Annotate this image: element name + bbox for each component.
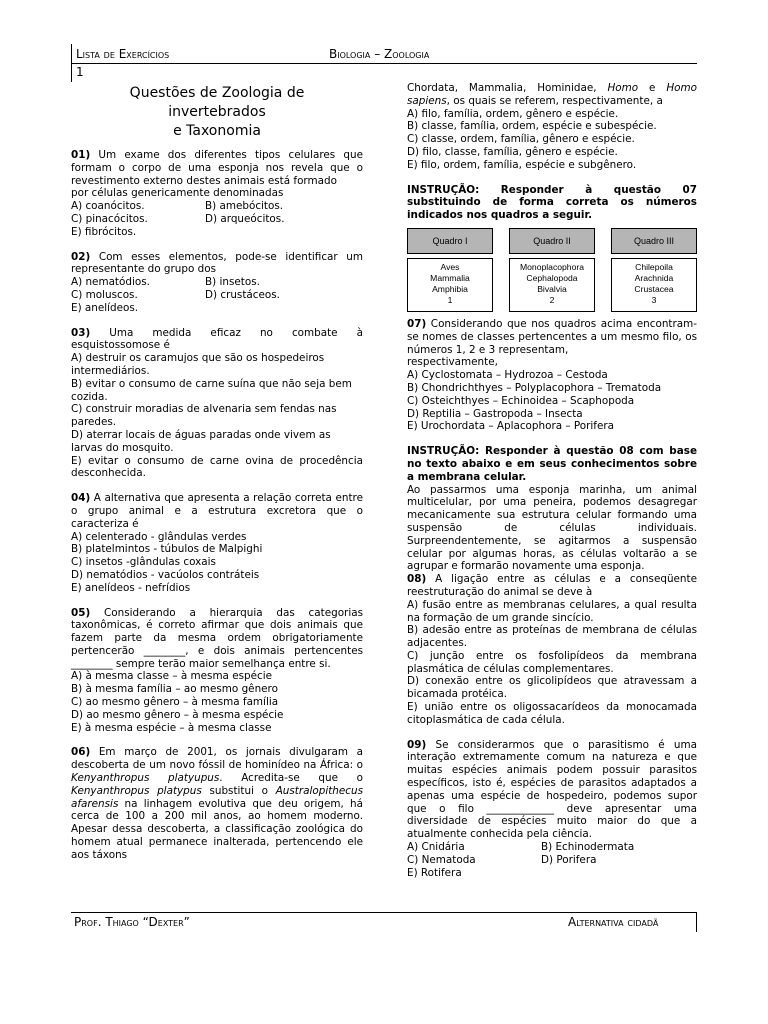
question-number: 07) (407, 317, 427, 330)
option-e: E) anelídeos. (71, 301, 139, 314)
option-b: B) insetos. (205, 276, 260, 289)
quadro-item: Arachnida (634, 272, 674, 283)
option-a: A) à mesma classe – à mesma espécie (71, 670, 273, 683)
question-text: Com esses elementos, pode-se identificar um representante do grupo dos (71, 250, 363, 276)
question-number: 03) (71, 326, 91, 339)
title-line-2: invertebrados (168, 104, 266, 120)
option-c: C) Nematoda (407, 853, 476, 866)
option-a: A) filo, família, ordem, gênero e espécie. (407, 107, 619, 120)
option-d: D) arqueócitos. (205, 212, 285, 225)
question-02 (71, 251, 363, 315)
option-a: A) Cyclostomata – Hydrozoa – Cestoda (407, 369, 608, 382)
option-c: C) insetos -glândulas coxais (71, 556, 216, 569)
option-c: C) pinacócitos. (71, 212, 148, 225)
question-text: substitui o (201, 784, 276, 797)
question-text: Uma medida eficaz no combate à (90, 326, 363, 339)
question-text: e (638, 82, 667, 94)
instruction-08: INSTRUÇÃO: Responder à questão 08 com base no texto abaixo e em seus conhecimentos sobre a membrana celular. (407, 445, 697, 483)
option-c: C) construir moradias de alvenaria sem fendas nas paredes. (71, 403, 337, 429)
question-text: Se considerarmos que o parasitismo é uma interação extremamente comum na natureza e que muitas espécies animais podem possuir parasitos específicos, isto é, espécies de parasitos adaptados a apenas uma espécie de hospedeiro, podemos supor que o filo _____________ deve apresentar uma diversidade de espécies muito maior do que a atualmente conhecida pela ciência. (407, 738, 697, 841)
quadro-3 (611, 228, 697, 312)
question-text: A alternativa que apresenta a relação correta entre o grupo animal e a estrutura excretora que o caracteriza é (71, 492, 363, 530)
header-page-number: 1 (76, 65, 84, 79)
question-number: 04) (71, 492, 91, 505)
quadro-number: 3 (651, 294, 657, 305)
option-e: E) Urochordata – Aplacophora – Porifera (407, 420, 614, 433)
question-number: 06) (71, 746, 91, 759)
species-name: Kenyanthropus platypus (71, 784, 202, 797)
question-text-end: por células genericamente denominadas (71, 187, 284, 200)
option-e: E) à mesma espécie – à mesma classe (71, 721, 272, 734)
option-a: A) fusão entre as membranas celulares, a qual resulta na formação de um grande sincício. (407, 598, 697, 624)
option-b: B) à mesma família – ao mesmo gênero (71, 683, 278, 696)
option-b: B) Echinodermata (541, 841, 635, 854)
title-line-1: Questões de Zoologia de (129, 85, 305, 101)
quadro-number: 1 (447, 294, 453, 305)
question-text: Considerando a hierarquia das categorias taxonômicas, é correto afirmar que dois animais que fazem parte da mesma ordem obrigatoriamente pertencerão ________, e dois animais pertencentes ________ sempre terão maior semelhança entre si. (71, 606, 363, 670)
question-text-end: esquistossomose é (71, 339, 170, 352)
quadro-item: Bivalvia (537, 283, 567, 294)
quadro-item: Crustacea (634, 283, 674, 294)
question-01 (71, 149, 363, 239)
option-c: C) classe, ordem, família, gênero e espécie. (407, 133, 635, 146)
header-subject: Biologia – Zoologia (329, 47, 430, 61)
species-name: Australopithecus afarensis (71, 784, 363, 810)
header-horizontal-rule (71, 63, 697, 64)
quadro-body (407, 258, 493, 312)
option-b: B) platelmintos - túbulos de Malpighi (71, 543, 263, 556)
question-number: 01) (71, 149, 91, 161)
option-c: C) ao mesmo gênero – à mesma família (71, 696, 279, 709)
question-08 (407, 573, 697, 727)
quadro-item: Mammalia (430, 272, 470, 283)
quadro-body (509, 258, 595, 312)
option-e: E) Rotifera (407, 866, 462, 879)
question-06 (71, 746, 363, 861)
question-number: 08) (407, 573, 427, 586)
option-e: E) união entre os oligossacarídeos da monocamada citoplasmática de cada célula. (407, 701, 697, 726)
quadro-1 (407, 228, 493, 312)
question-text: A ligação entre as células e a conseqüente reestruturação do animal se deve à (407, 573, 697, 598)
option-d: D) crustáceos. (205, 288, 280, 301)
text-08: Ao passarmos uma esponja marinha, um animal multicelular, por uma peneira, podemos desagregar mecanicamente sua estrutura celular formando uma suspensão de células individuais. Surpreendentemente, se agitarmos a suspensão celular por algumas horas, as células voltarão a se agrupar e formarão novamente uma esponja. (407, 483, 697, 573)
quadro-item: Monoplacophora (519, 261, 585, 272)
option-d: D) nematódios - vacúolos contráteis (71, 568, 260, 581)
footer-vertical-rule (696, 912, 697, 932)
right-column (407, 82, 697, 879)
quadro-item: Amphibia (432, 283, 468, 294)
question-number: 02) (71, 250, 91, 263)
question-number: 05) (71, 606, 91, 619)
left-column (71, 84, 363, 862)
option-a: A) destruir os caramujos que são os hospedeiros intermediários. (71, 352, 325, 377)
quadro-item: Cephalopoda (526, 272, 578, 283)
taxon-name: Homo (607, 82, 639, 94)
quadro-item: Aves (440, 261, 460, 272)
option-d: D) Porifera (541, 853, 597, 866)
option-e: E) anelídeos - nefrídios (71, 581, 191, 594)
option-b: B) amebócitos. (205, 200, 284, 213)
question-number: 09) (407, 738, 427, 751)
quadro-header: Quadro II (509, 228, 595, 254)
question-text: Em março de 2001, os jornais divulgaram a descoberta de um novo fóssil de hominídeo na África: o (71, 746, 363, 772)
option-b: B) evitar o consumo de carne suína que não seja bem cozida. (71, 377, 352, 403)
taxon-name: Homo sapiens (407, 82, 697, 107)
question-text: Um exame dos diferentes tipos celulares que formam o corpo de uma esponja nos revela que o revestimento externo destes animais está formado (71, 149, 363, 187)
option-b: B) classe, família, ordem, espécie e subespécie. (407, 120, 657, 133)
quadro-item: Chilepoila (635, 261, 673, 272)
footer-horizontal-rule (71, 912, 697, 913)
option-a: A) celenterado - glândulas verdes (71, 530, 247, 543)
question-text-end: respectivamente, (407, 356, 498, 369)
option-e: E) fibrócitos. (71, 225, 137, 238)
option-d: D) Reptilia – Gastropoda – Insecta (407, 407, 583, 420)
option-a: A) Cnidária (407, 841, 465, 854)
question-06-continued (407, 82, 697, 172)
title-line-3: e Taxonomia (173, 123, 261, 139)
quadro-body (611, 258, 697, 312)
option-c: C) moluscos. (71, 288, 138, 301)
option-d: D) aterrar locais de águas paradas onde vivem as larvas do mosquito. (71, 428, 331, 454)
quadros-figure (407, 228, 697, 312)
question-text: , os quais se referem, respectivamente, a (446, 94, 663, 107)
option-e: E) evitar o consumo de carne ovina de procedência desconhecida. (71, 454, 363, 480)
quadro-header: Quadro I (407, 228, 493, 254)
question-09 (407, 739, 697, 880)
quadro-2 (509, 228, 595, 312)
question-03 (71, 327, 363, 481)
option-c: C) junção entre os fosfolipídeos da membrana plasmática de células complementares. (407, 649, 697, 675)
question-text: na linhagem evolutiva que deu origem, há cerca de 100 a 200 mil anos, ao homem moderno. Apesar dessa descoberta, a classificação zoológica do homem atual permanece inalterada, pertencendo ele aos táxons (71, 797, 363, 861)
question-04 (71, 492, 363, 594)
species-name: Kenyanthropus platyupus (71, 772, 220, 785)
header-list-title: Lista de Exercícios (76, 47, 170, 61)
question-05 (71, 607, 363, 735)
option-b: B) Chondrichthyes – Polyplacophora – Trematoda (407, 381, 662, 394)
option-d: D) filo, classe, família, gênero e espécie. (407, 145, 618, 158)
question-text: . Acredita-se que o (219, 772, 363, 785)
option-d: D) conexão entre os glicolipídeos que atravessam a bicamada protéica. (407, 675, 697, 701)
footer-author: Prof. Thiago “Dexter” (74, 915, 190, 929)
quadro-header: Quadro III (611, 228, 697, 254)
question-text: Chordata, Mammalia, Hominidae, (407, 82, 608, 94)
question-text: Considerando que nos quadros acima encontram-se nomes de classes pertencentes a um mesmo filo, os números 1, 2 e 3 representam, (407, 317, 697, 356)
question-07 (407, 318, 697, 433)
option-d: D) ao mesmo gênero – à mesma espécie (71, 708, 284, 721)
instruction-07: INSTRUÇÃO: Responder à questão 07 substituindo de forma correta os números indicados nos quadros a seguir. (407, 183, 697, 222)
option-a: A) nematódios. (71, 276, 150, 289)
option-b: B) adesão entre as proteínas de membrana de células adjacentes. (407, 624, 697, 650)
option-a: A) coanócitos. (71, 200, 145, 213)
option-c: C) Osteichthyes – Echinoidea – Scaphopoda (407, 394, 635, 407)
option-e: E) filo, ordem, família, espécie e subgênero. (407, 158, 637, 171)
footer-brand: Alternativa cidadã (568, 915, 659, 929)
quadro-number: 2 (549, 294, 555, 305)
page-title (71, 84, 363, 141)
